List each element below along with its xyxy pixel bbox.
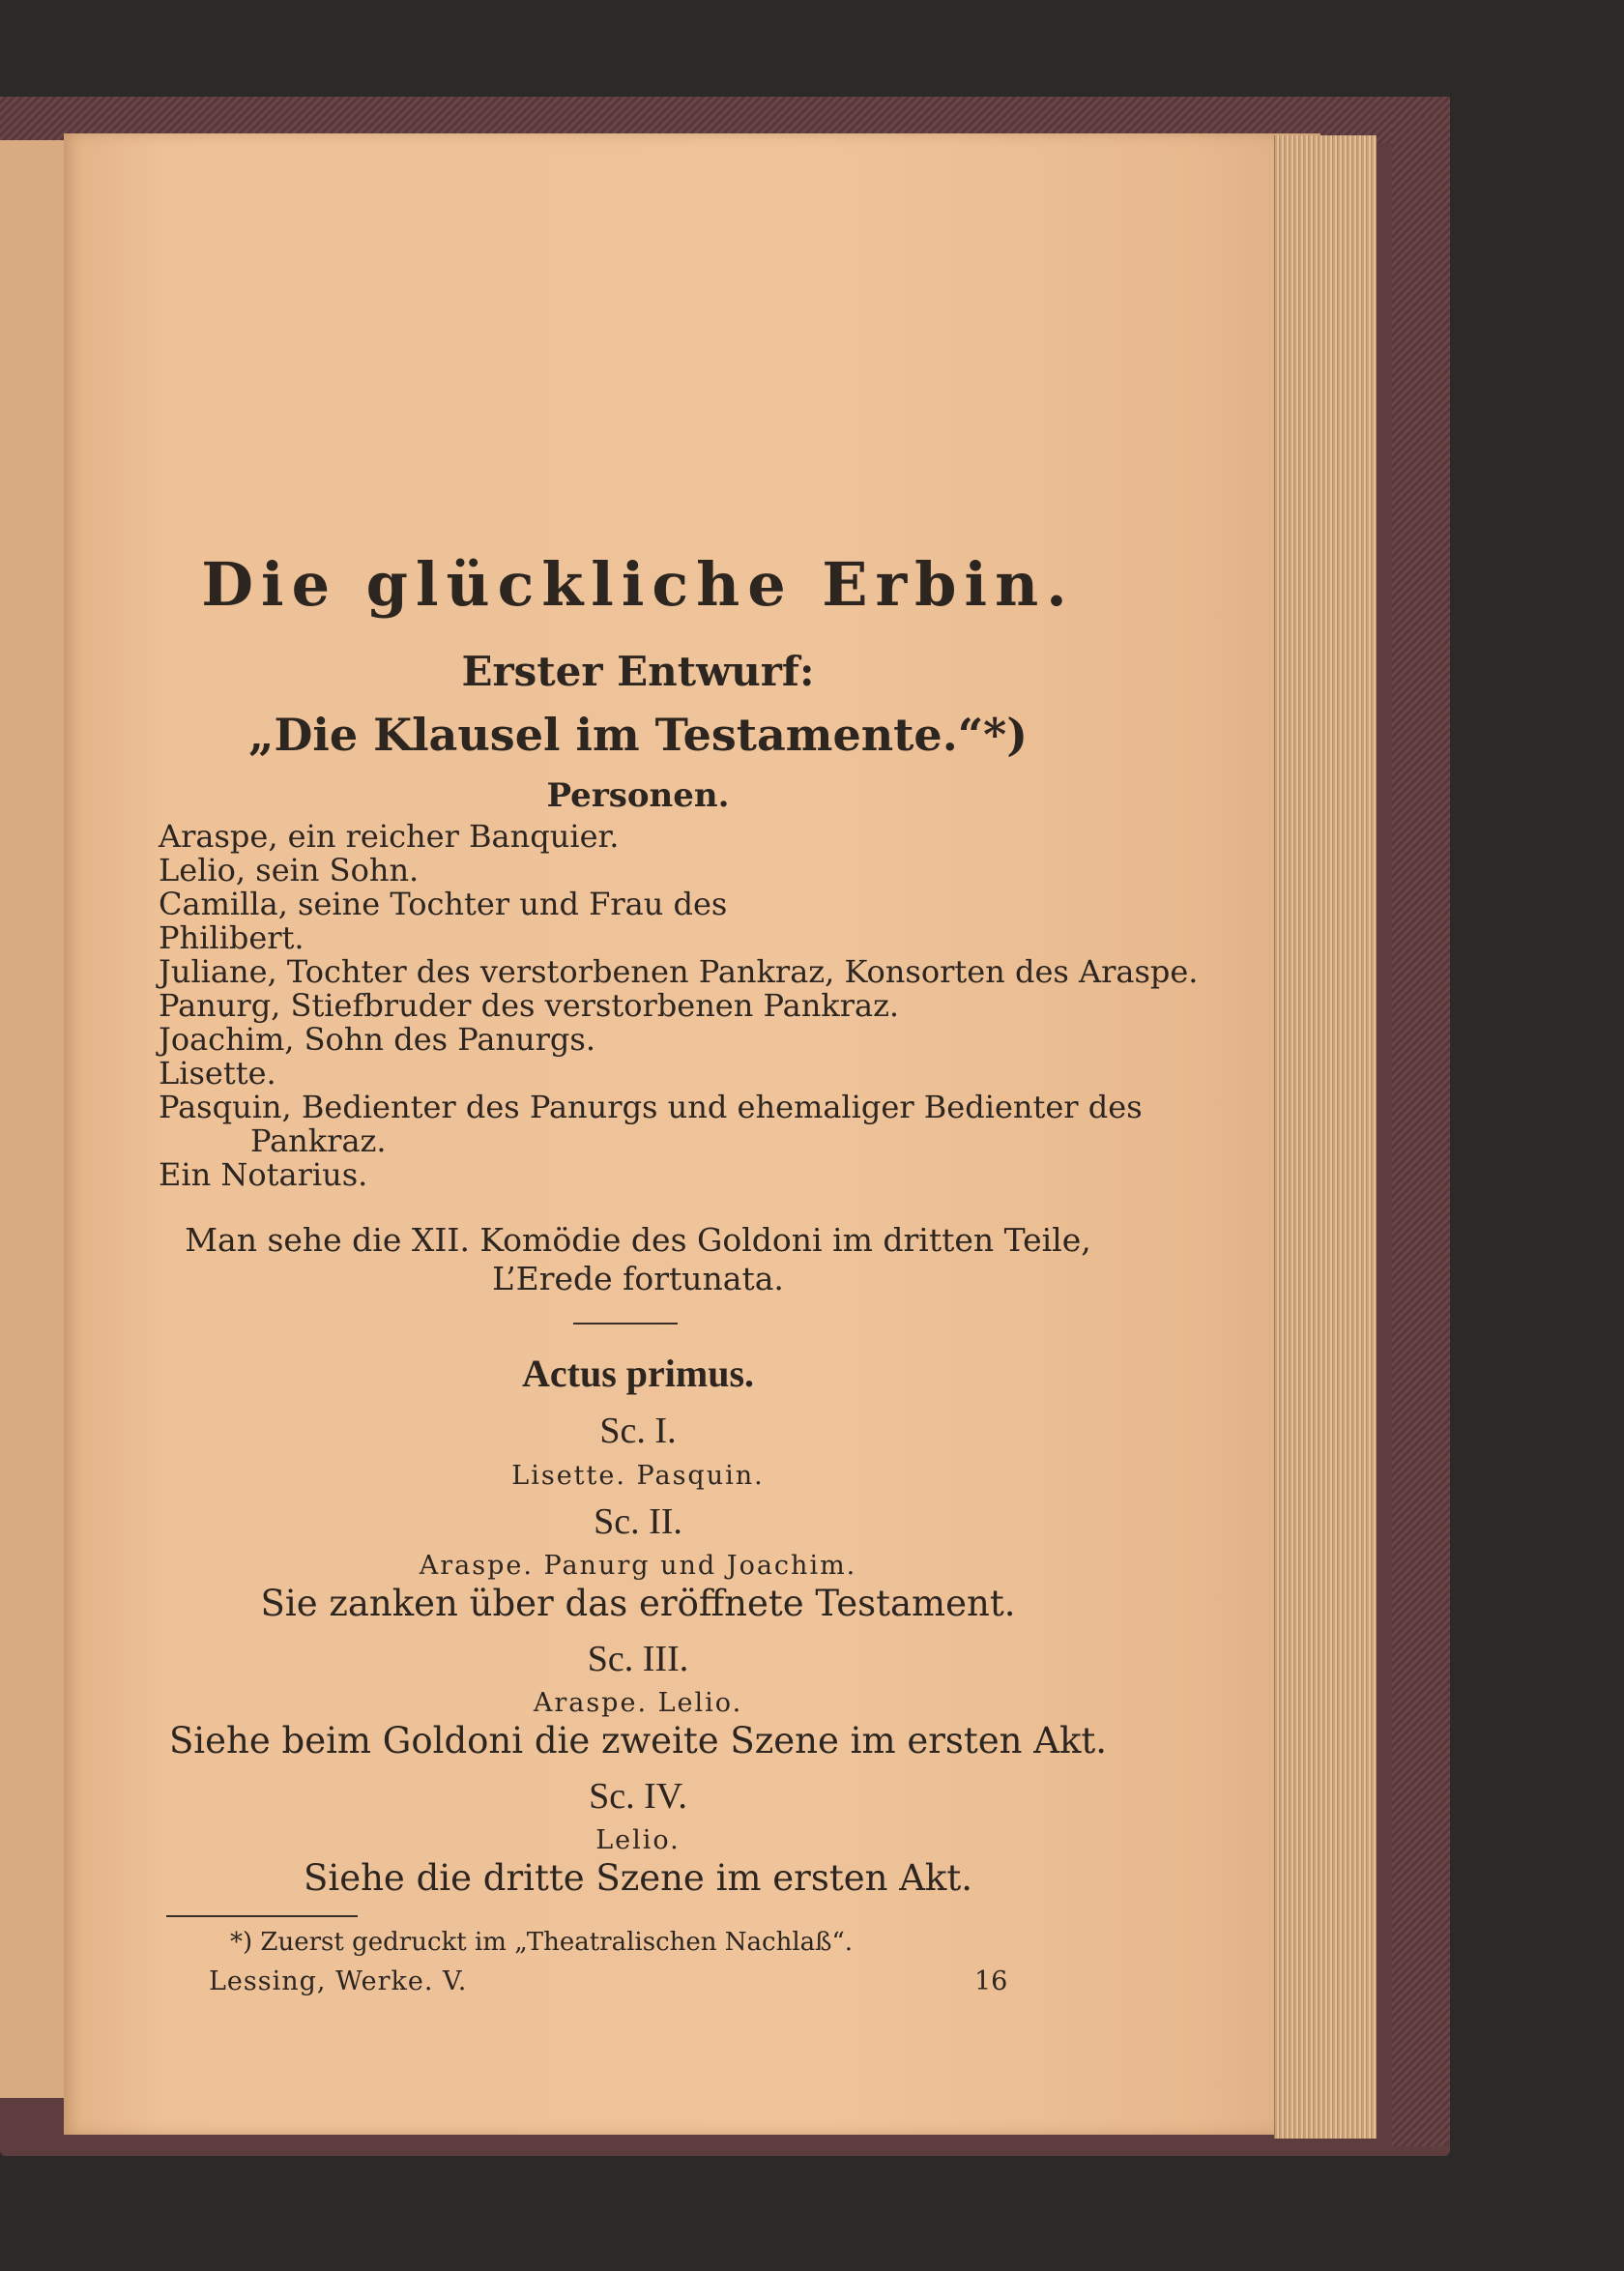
person-line: Araspe, ein reicher Banquier.	[159, 818, 620, 855]
scene-characters: Lisette. Pasquin.	[511, 1461, 765, 1491]
person-line: Ein Notarius.	[159, 1156, 368, 1193]
scene-characters: Lelio.	[595, 1825, 681, 1855]
subtitle: Erster Entwurf:	[461, 648, 815, 695]
personen-heading: Personen.	[546, 776, 730, 815]
scene-description: Siehe beim Goldoni die zweite Szene im ersten Akt.	[168, 1720, 1108, 1761]
person-line: Joachim, Sohn des Panurgs.	[159, 1021, 595, 1058]
page-edges	[1274, 135, 1377, 2139]
footnote-divider	[166, 1915, 358, 1917]
act-heading: Actus primus.	[521, 1352, 755, 1395]
dramatis-personae	[159, 820, 1198, 1192]
scene-description: Siehe die dritte Szene im ersten Akt.	[304, 1857, 972, 1899]
book-cover-spine	[1392, 116, 1450, 2146]
person-line: Pankraz.	[250, 1122, 387, 1159]
scene-heading: Sc. IV.	[589, 1776, 687, 1817]
scene-characters: Araspe. Lelio.	[533, 1688, 743, 1718]
subtitle-second: „Die Klausel im Testamente.“*)	[248, 709, 1028, 761]
person-line: Juliane, Tochter des verstorbenen Pankraz, Konsorten des Araspe.	[159, 953, 1199, 990]
scene-characters: Araspe. Panurg und Joachim.	[419, 1551, 857, 1581]
person-line: Camilla, seine Tochter und Frau des	[159, 886, 728, 922]
page-footer-source: Lessing, Werke. V.	[209, 1966, 468, 1996]
footnote: *) Zuerst gedruckt im „Theatralischen Nachlaß“.	[230, 1928, 854, 1957]
page-title: Die glückliche Erbin.	[201, 549, 1075, 620]
source-note-line: Man sehe die XII. Komödie des Goldoni im dritten Teile,	[185, 1221, 1091, 1259]
section-divider	[573, 1323, 678, 1325]
scene-heading: Sc. II.	[594, 1501, 682, 1542]
source-note-line: L’Erede fortunata.	[492, 1260, 784, 1297]
scene-description: Sie zanken über das eröffnete Testament.	[260, 1583, 1016, 1624]
page-number: 16	[974, 1966, 1008, 1996]
scene-heading: Sc. I.	[599, 1411, 677, 1451]
source-note	[155, 1221, 1121, 1298]
person-line: Lisette.	[159, 1055, 276, 1092]
left-page-edge	[0, 140, 68, 2098]
person-line: Philibert.	[159, 919, 304, 956]
person-line: Lelio, sein Sohn.	[159, 852, 420, 888]
person-line: Panurg, Stiefbruder des verstorbenen Pankraz.	[159, 987, 900, 1024]
scene-heading: Sc. III.	[587, 1639, 689, 1679]
person-line: Pasquin, Bedienter des Panurgs und ehemaliger Bedienter des	[159, 1089, 1143, 1125]
